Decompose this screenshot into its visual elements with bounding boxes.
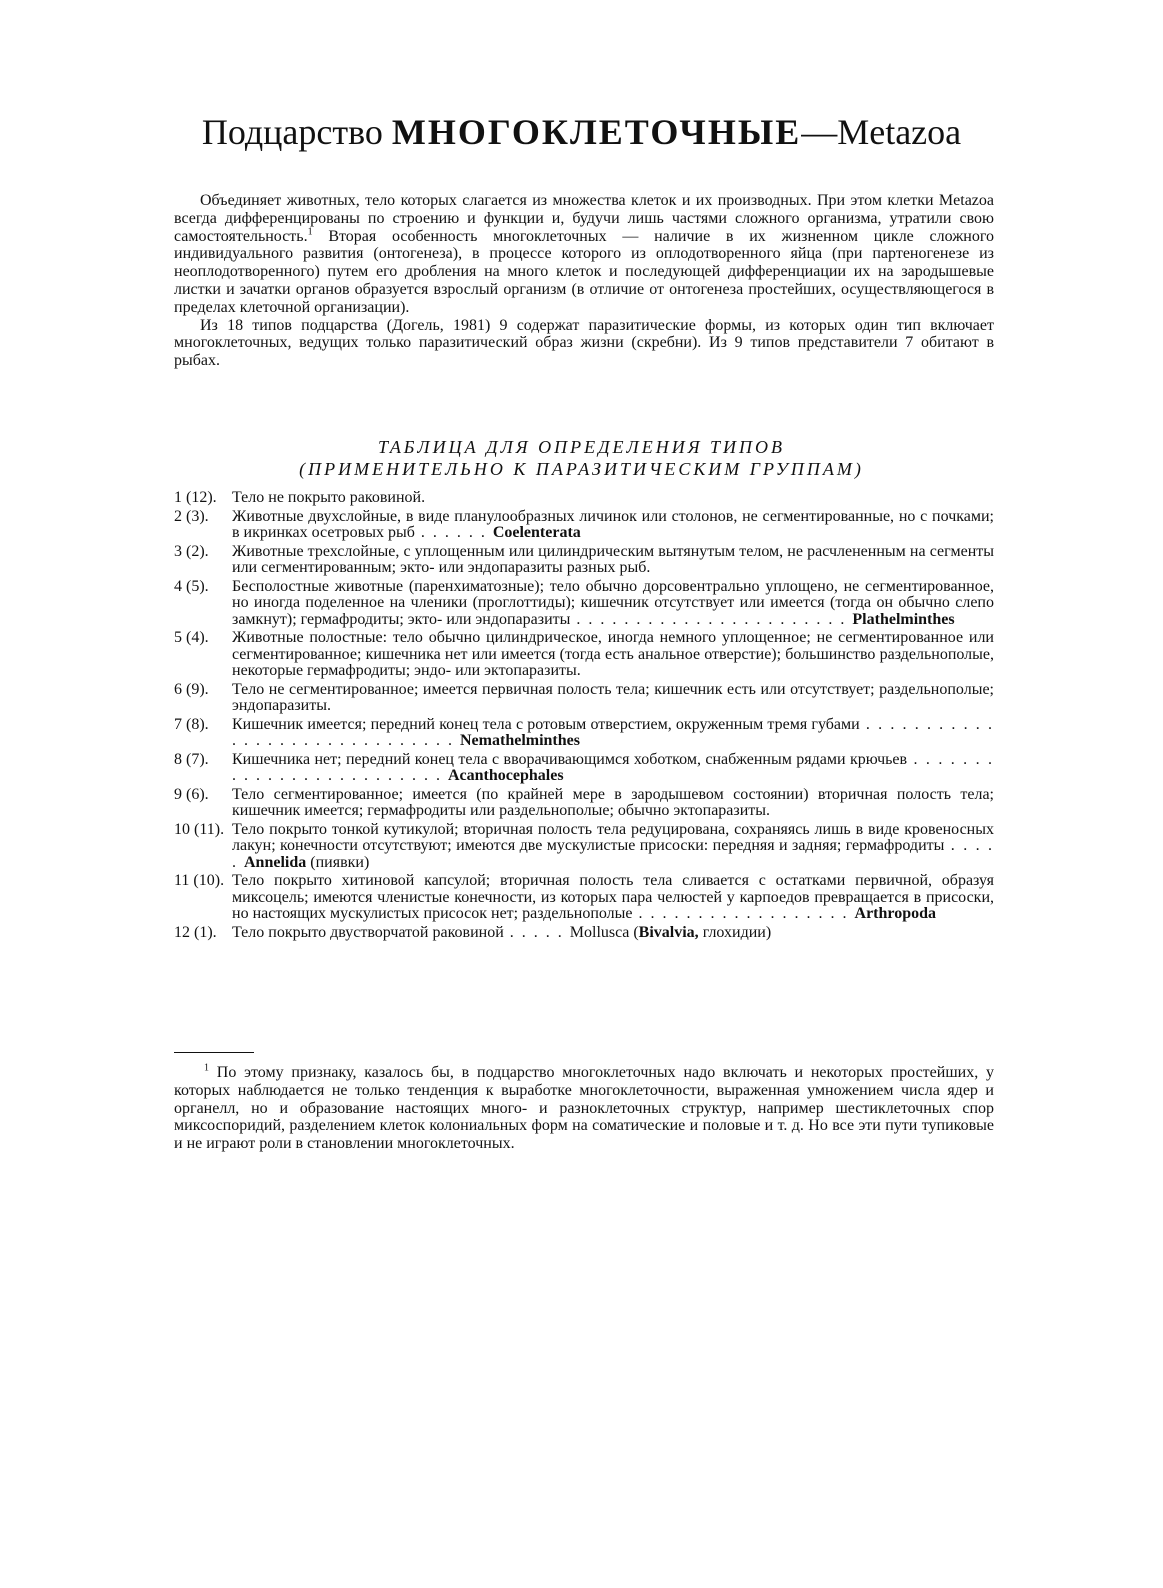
key-text: Животные двухслойные, в виде планулообразных личинок или столонов, не сегментированные, но с почками; в икринках осетровых рыб [232,507,994,541]
key-entry [174,682,994,715]
footnote-text: По этому признаку, казалось бы, в подцарство многоклеточных надо включать и некоторых простейших, у которых наблюдается не только тенденция к выработке многоклеточности, выраженная умножением числа ядер и органелл, но и образование настоящих много- и разноклеточных структур, например шестиклеточных спор миксоспоридий, разделением клеток колониальных форм на соматические и половые и т. д. Но все эти пути тупиковые и не играют роли в становлении многоклеточных. [174,1064,994,1153]
key-number: 9 (6). [174,785,209,803]
key-number: 12 (1). [174,923,217,941]
key-taxon-note: глохидии) [698,923,772,941]
key-taxon: Arthropoda [854,905,937,922]
key-number: 10 (11). [174,820,225,838]
intro-text [174,192,994,370]
key-entry [174,822,994,872]
leader-dots: . . . . . . . . . . . . . . . . . . . . . . . . . . . . . . [232,715,994,749]
key-entry [174,873,994,923]
identification-key [174,490,994,943]
leader-dots: . . . . . . . . . . . . . . . . . . . . . . . [570,610,853,628]
key-entry [174,787,994,820]
key-taxon: Bivalvia, [638,923,699,941]
key-taxon: Nemathelminthes [460,732,580,749]
key-text: Животные полостные: тело обычно цилиндрическое, иногда немного уплощенное; не сегментированное или сегментированное; кишечника нет или имеется (тогда есть анальное отверстие); большинство раздельнополые, некоторые гермафродиты; эндо- или эктопаразиты. [232,629,994,679]
key-entry [174,579,994,629]
title-main: МНОГОКЛЕТОЧНЫЕ [391,112,802,152]
key-text: Тело покрыто двустворчатой раковиной [232,923,504,941]
key-text: Кишечник имеется; передний конец тела с ротовым отверстием, окруженным тремя губами [232,715,860,733]
footnote-ref: 1 [307,226,313,238]
leader-dots: . . . . . . [414,524,493,541]
key-text: Кишечника нет; передний конец тела с вворачивающимся хоботком, снабженным рядами крючьев [232,750,908,768]
leader-dots: . . . . . . . . . . . . . . . . . . [632,905,855,922]
leader-dots: . . . . . [503,923,570,941]
key-text: Тело не сегментированное; имеется первичная полость тела; кишечник есть или отсутствует; раздельнополые; эндопаразиты. [232,680,994,714]
footnote [174,1064,994,1153]
key-number: 4 (5). [174,577,209,595]
intro-p1-part-b: Вторая особенность многоклеточных — наличие в их жизненном цикле сложного индивидуального развития (онтогенеза), в процессе которого из оплодотворенного яйца (при партеногенезе из неоплодотворенного) путем его дробления на много клеток и последующей дифференциации их на зародышевые листки и зачатки органов образуется взрослый организм (в отличие от онтогенеза простейших, осуществляющегося в пределах клеточной организации). [174,227,994,316]
title-prefix: Подцарство [201,112,392,152]
key-taxon-phylum: Mollusca ( [569,923,639,941]
leader-dots: . . . . . [232,837,995,871]
key-number: 6 (9). [174,680,209,698]
key-text: Животные трехслойные, с уплощенным или цилиндрическим вытянутым телом, не расчлененным на сегменты или сегментированным; экто- или эндопаразиты разных рыб. [232,542,994,576]
leader-dots: . . . . . . . . . . . . . . . . . . . . . . . . . [232,750,995,784]
key-text: Тело покрыто тонкой кутикулой; вторичная полость тела редуцирована, сохраняясь лишь в виде кровеносных лакун; конечности отсутствуют; имеются две мускулистые присоски: передняя и задняя; гермафродиты [232,820,994,854]
key-number: 2 (3). [174,507,209,525]
key-entry [174,752,994,785]
footnote-rule [174,1052,254,1053]
key-number: 5 (4). [174,629,209,646]
title-suffix: —Metazoa [801,112,962,152]
key-text: Тело покрыто хитиновой капсулой; вторичная полость тела сливается с остатками первичной, образуя миксоцель; имеются членистые конечности, из которых пара челюстей у карпоедов превращается в присоски, но настоящих мускулистых присосок нет; раздельнополые [232,872,994,922]
key-entry [174,717,994,750]
key-taxon: Acanthocephales [448,767,564,784]
key-number: 11 (10). [174,872,225,889]
intro-paragraph-1 [174,192,994,317]
key-number: 7 (8). [174,715,209,733]
table-heading [0,436,1163,480]
key-number: 1 (12). [174,489,217,506]
page-title [0,108,1163,156]
key-entry [174,630,994,680]
footnote-paragraph [174,1064,994,1153]
key-number: 8 (7). [174,750,209,768]
key-entry [174,544,994,577]
key-text: Тело не покрыто раковиной. [232,489,426,506]
key-entry [174,509,994,542]
table-heading-line-2: (ПРИМЕНИТЕЛЬНО К ПАРАЗИТИЧЕСКИМ ГРУППАМ) [299,459,864,479]
footnote-marker: 1 [204,1062,209,1074]
key-text: Тело сегментированное; имеется (по крайней мере в зародышевом состоянии) вторичная полость тела; кишечник имеется; гермафродиты или раздельнополые; обычно эктопаразиты. [232,785,994,819]
intro-paragraph-2: Из 18 типов подцарства (Догель, 1981) 9 содержат паразитические формы, из которых один тип включает многоклеточных, ведущих только паразитический образ жизни (скребни). Из 9 типов представители 7 обитают в рыбах. [174,316,994,370]
key-taxon: Coelenterata [492,524,581,541]
intro-p1-part-a: Объединяет животных, тело которых слагается из множества клеток и их производных. При этом клетки Metazoa всегда дифференцированы по строению и функции и, будучи лишь частями сложного организма, утратили свою самостоятельность. [174,192,994,245]
key-text: Бесполостные животные (паренхиматозные); тело обычно дорсовентрально уплощено, не сегментированное, но иногда поделенное на членики (проглоттиды); кишечник отсутствует или имеется (тогда он обычно слепо замкнут); гермафродиты; экто- или эндопаразиты [232,577,994,628]
key-taxon: Plathelminthes [852,610,955,628]
key-taxon: Annelida [244,853,307,871]
key-taxon-note: (пиявки) [306,853,370,871]
key-number: 3 (2). [174,542,209,560]
table-heading-line-1: ТАБЛИЦА ДЛЯ ОПРЕДЕЛЕНИЯ ТИПОВ [377,437,786,457]
key-entry [174,925,994,942]
key-entry [174,490,994,507]
